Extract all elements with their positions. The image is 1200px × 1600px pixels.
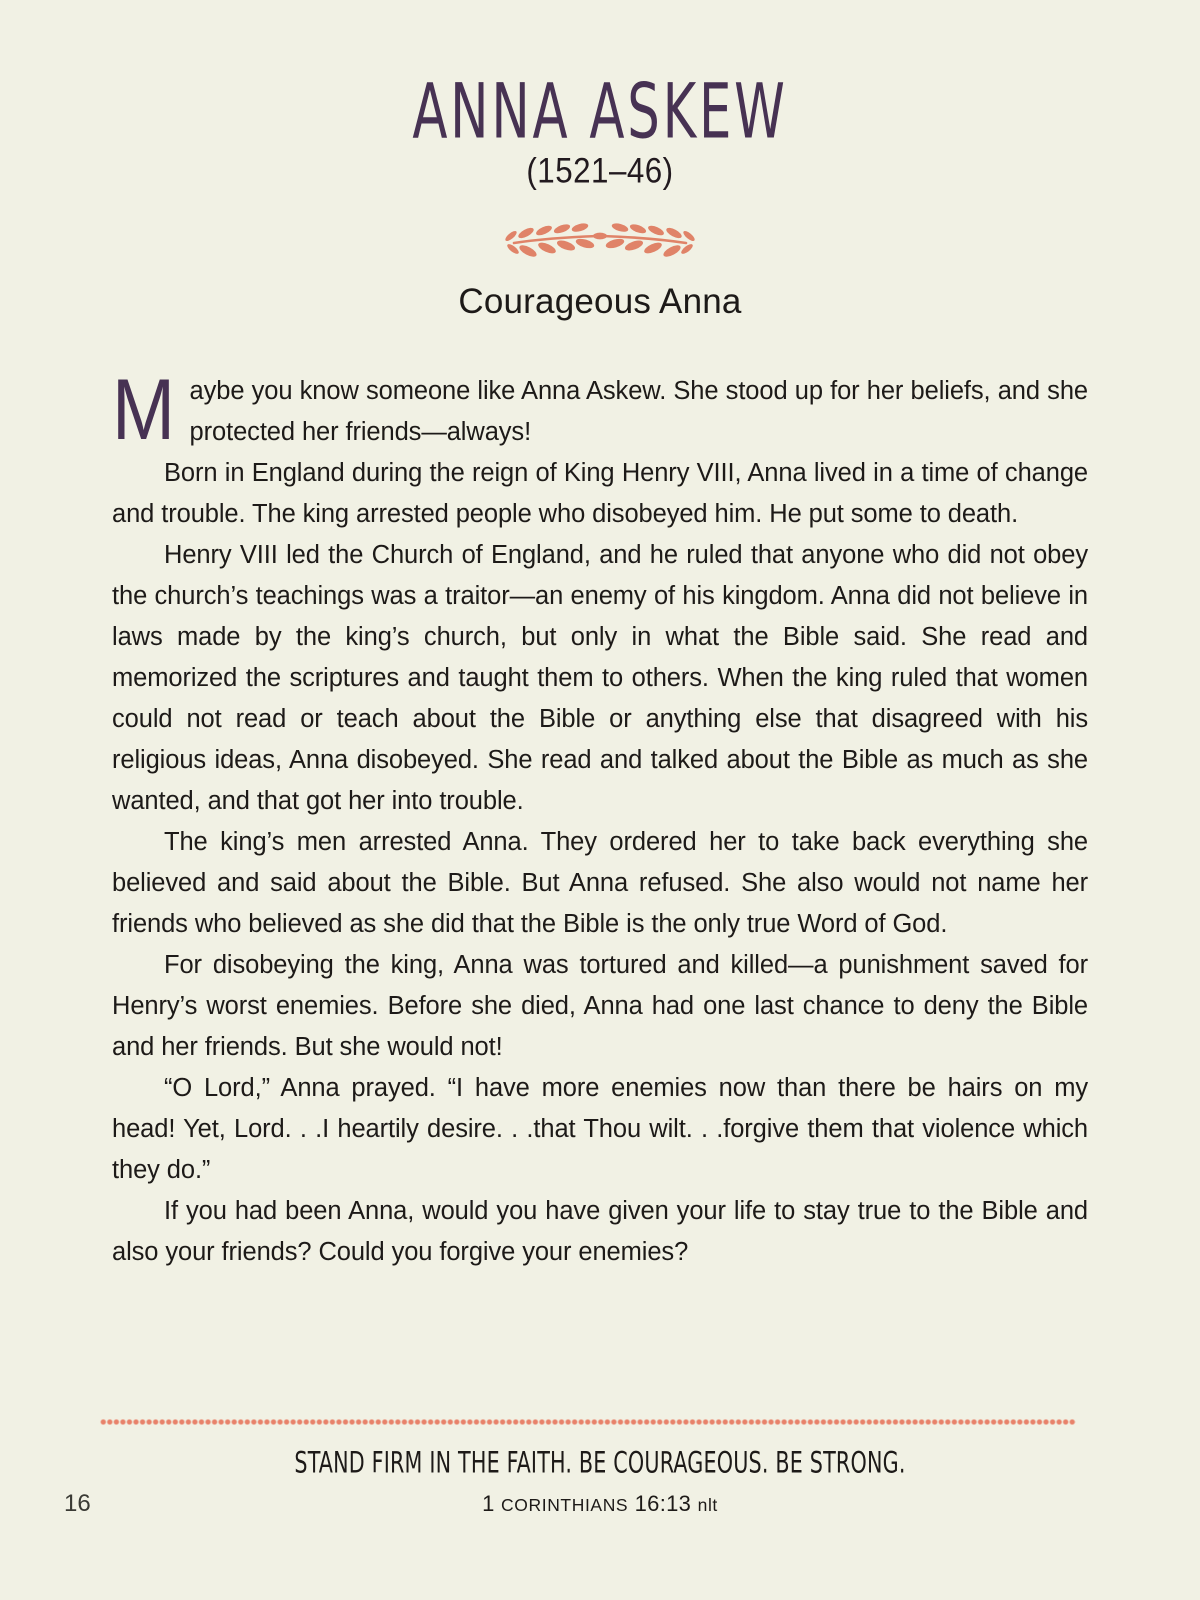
scripture-quote: STAND FIRM IN THE FAITH. BE COURAGEOUS. BE STRONG. [294, 1446, 906, 1480]
page-title: ANNA ASKEW [412, 66, 788, 156]
page-footer [0, 1350, 1200, 1600]
ornament-container [0, 212, 1200, 260]
reference-verse-number: 16:13 [628, 1491, 698, 1516]
paragraph: The king’s men arrested Anna. They ordered her to take back everything she believed and said about the Bible. But Anna refused. She also would not name her friends who believed as she did that the Bible is the only true Word of God. [112, 828, 1088, 939]
page-header [0, 0, 1200, 322]
paragraph: Henry VIII led the Church of England, and he ruled that anyone who did not obey the church’s teachings was a traitor—an enemy of his kingdom. Anna did not believe in laws made by the king’s church, but only in what the Bible said. She read and memorized the scriptures and taught them to others. When the king ruled that women could not read or teach about the Bible or anything else that disagreed with his religious ideas, Anna disobeyed. She read and talked about the Bible as much as she wanted, and that got her into trouble. [112, 541, 1088, 816]
paragraph-text: aybe you know someone like Anna Askew. She stood up for her beliefs, and she protected her friends—always! [189, 377, 1088, 447]
reference-chapter-number: 1 [482, 1491, 502, 1516]
scripture-reference [0, 1491, 1200, 1517]
subject-life-dates: (1521–46) [526, 150, 674, 190]
section-heading: Courageous Anna [458, 282, 742, 321]
paragraph: For disobeying the king, Anna was tortured and killed—a punishment saved for Henry’s worst enemies. Before she died, Anna had one last chance to deny the Bible and her friends. But she would not! [112, 951, 1088, 1062]
paragraph: Born in England during the reign of King Henry VIII, Anna lived in a time of change and trouble. The king arrested people who disobeyed him. He put some to death. [112, 459, 1088, 529]
paragraph [112, 362, 1088, 459]
dotted-divider [100, 1418, 1076, 1426]
page-number: 16 [64, 1490, 91, 1517]
reference-translation: nlt [697, 1495, 718, 1515]
drop-cap: M [112, 362, 175, 459]
paragraph: “O Lord,” Anna prayed. “I have more enemies now than there be hairs on my head! Yet, Lord. . .I heartily desire. . .that Thou wilt. . .forgive them that violence which they do.” [112, 1074, 1088, 1185]
paragraph: If you had been Anna, would you have given your life to stay true to the Bible and also your friends? Could you forgive your enemies? [112, 1197, 1088, 1267]
article-body [112, 351, 1088, 1273]
reference-book-name: CORINTHIANS [501, 1495, 629, 1515]
laurel-vine-ornament [500, 212, 700, 260]
